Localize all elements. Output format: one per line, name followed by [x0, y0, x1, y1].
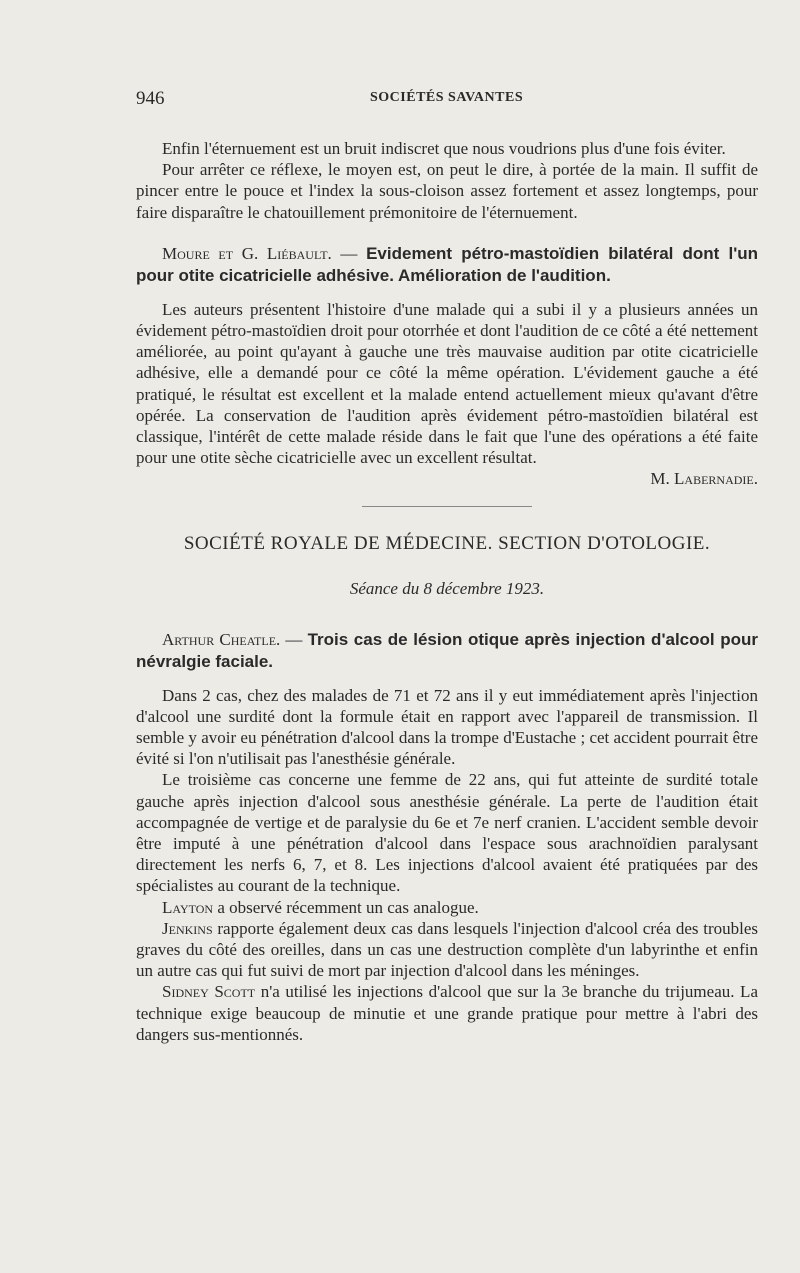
- article-1-body: Les auteurs présentent l'histoire d'une malade qui a subi il y a plusieurs années un évidement pétro-mastoïdien droit pour otorrhée et dont l'audition de ce côté a été nettement améliorée, au point qu'ayant à gauche une très mauvaise audition par otite cicatricielle adhésive, elle a demandé pour ce côté la même opération. L'évidement gauche a été pratiqué, le résultat est excellent et la malade entend actuellement mieux qu'avant d'être opérée. La conservation de l'audition après évidement pétro-mastoïdien bilatéral est classique, l'intérêt de cette malade réside dans le fait que l'une des opérations a été faite pour une otite sèche cicatricielle avec un excellent résultat.: [136, 299, 758, 468]
- article-1-heading: [136, 243, 758, 287]
- article-1-dash: —: [331, 243, 367, 263]
- article-1-title: Evidement pétro-mastoïdien bilatéral dont l'un pour otite cicatricielle adhésive. Amélioration de l'audition.: [136, 243, 759, 285]
- article-1-authors: Moure et G. Liébault.: [162, 243, 332, 263]
- scott-name: Sidney Scott: [162, 982, 256, 1002]
- article-2-paragraph-2: Le troisième cas concerne une femme de 22 ans, qui fut atteinte de surdité totale gauche après injection d'alcool sous anesthésie générale. La perte de l'audition était accompagnée de vertige et de paralysie du 6e et 7e nerf cranien. L'accident semble devoir être imputé à une pénétration d'alcool dans l'espace sous arachnoïdien paralysant directement les nerfs 6, 7, et 8. Les injections d'alcool avaient été pratiquées par des spécialistes au courant de la technique.: [136, 770, 758, 896]
- scott-text: n'a utilisé les injections d'alcool que sur la 3e branche du trijumeau. La technique exige beaucoup de minutie et une grande pratique pour mettre à l'abri des dangers sus-mentionnés.: [136, 982, 758, 1044]
- society-heading: SOCIÉTÉ ROYALE DE MÉDECINE. SECTION D'OTOLOGIE.: [183, 532, 711, 554]
- running-head: SOCIÉTÉS SAVANTES: [370, 90, 524, 105]
- article-2-jenkins-paragraph: [136, 918, 758, 982]
- section-divider: [362, 506, 532, 507]
- article-2-paragraph-1: Dans 2 cas, chez des malades de 71 et 72 ans il y eut immédiatement après l'injection d'alcool une surdité dont la formule était en rapport avec l'appareil de transmission. Il semble y avoir eu pénétration d'alcool dans la trompe d'Eustache ; cet accident pourrait être évité si l'on n'utilisait pas l'anesthésie générale.: [136, 685, 758, 769]
- article-2-scott-paragraph: [136, 981, 758, 1045]
- article-2-authors: Arthur Cheatle.: [162, 629, 281, 649]
- layton-text: a observé récemment un cas analogue.: [213, 897, 479, 917]
- article-2-dash: —: [280, 629, 308, 649]
- page-header: [136, 88, 758, 118]
- layton-name: Layton: [162, 897, 214, 917]
- jenkins-text: rapporte également deux cas dans lesquels l'injection d'alcool créa des troubles graves du côté des oreilles, dans un cas une destruction complète d'un labyrinthe et enfin un autre cas qui fut suivi de mort par injection d'alcool dans les méninges.: [136, 918, 758, 981]
- article-2-title: Trois cas de lésion otique après injection d'alcool pour névralgie faciale.: [136, 629, 758, 671]
- jenkins-name: Jenkins: [162, 918, 213, 938]
- seance-date: Séance du 8 décembre 1923.: [349, 578, 545, 598]
- intro-paragraph-2: Pour arrêter ce réflexe, le moyen est, on peut le dire, à portée de la main. Il suffit de pincer entre le pouce et l'index la sous-cloison assez fortement et assez longtemps, pour faire disparaître le chatouillement prémonitoire de l'éternuement.: [136, 160, 758, 222]
- article-2-heading: [136, 629, 758, 673]
- article-2-layton-paragraph: [136, 897, 758, 918]
- article-1-signature: M. Labernadie.: [650, 469, 758, 489]
- page-number: 946: [136, 88, 165, 109]
- intro-paragraph-1: Enfin l'éternuement est un bruit indiscret que nous voudrions plus d'une fois éviter.: [162, 139, 726, 158]
